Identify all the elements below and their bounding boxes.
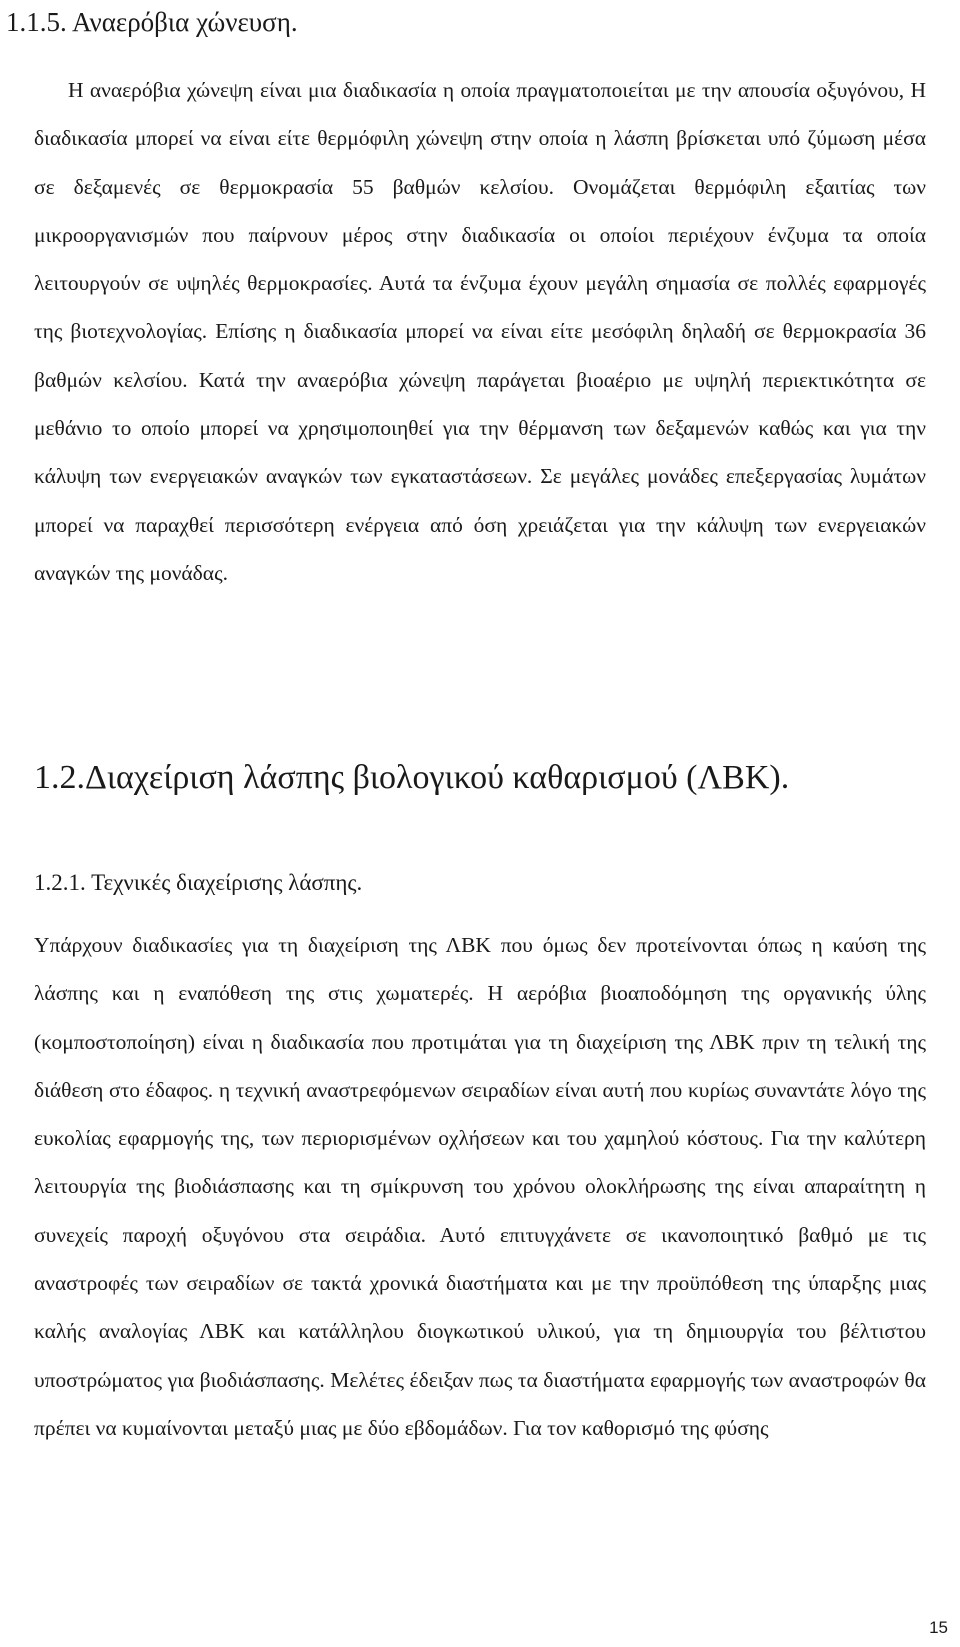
paragraph-sludge-management: Υπάρχουν διαδικασίες για τη διαχείριση της ΛΒΚ που όμως δεν προτείνονται όπως η καύση της λάσπης και η εναπόθεση της στις χωματερές. Η αερόβια βιοαποδόμηση της οργανικής ύλης (κομποστοποίηση) είναι η διαδικασία που προτιμάται για τη διαχείριση της ΛΒΚ πριν τη τελική της διάθεση στο έδαφος. η τεχνική αναστρεφόμενων σειραδίων είναι αυτή που κυρίως συναντάτε λόγο της ευκολίας εφαρμογής της, των περιορισμένων οχλήσεων και του χαμηλού κόστους. Για την καλύτερη λειτουργία της βιοδιάσπασης και τη σμίκρυνση του χρόνου ολοκλήρωσης της είναι απαραίτητη η συνεχείς παροχή οξυγόνου στα σειράδια. Αυτό επιτυγχάνετε σε ικανοποιητικό βαθμό με τις αναστροφές των σειραδίων σε τακτά χρονικά διαστήματα και με την προϋπόθεση της ύπαρξης μιας καλής αναλογίας ΛΒΚ και κατάλληλου διογκωτικού υλικού, για τη δημιουργία του βέλτιστου υποστρώματος για βιοδιάσπασης. Μελέτες έδειξαν πως τα διαστήματα εφαρμογής των αναστροφών θα πρέπει να κυμαίνονται μεταξύ μιας με δύο εβδομάδων. Για τον καθορισμό της φύσης [34,933,926,1440]
section-heading-1-1-5: 1.1.5. Αναερόβια χώνευση. [6,7,298,37]
section-heading-1-2: 1.2.Διαχείριση λάσπης βιολογικού καθαρισμού (ΛΒΚ). [34,759,790,796]
page-number: 15 [929,1618,948,1637]
paragraph-text: Η αναερόβια χώνεψη είναι μια διαδικασία η οποία πραγματοποιείται με την απουσία οξυγόνου, Η διαδικασία μπορεί να είναι είτε θερμόφιλη χώνεψη στην οποία η λάσπη βρίσκεται υπό ζύμωση μέσα σε δεξαμενές σε θερμοκρασία 55 βαθμών κελσίου. Ονομάζεται θερμόφιλη εξαιτίας των μικροοργανισμών που παίρνουν μέρος στην διαδικασία οι οποίοι περιέχουν ένζυμα τα οποία λειτουργούν σε υψηλές θερμοκρασίες. Αυτά τα ένζυμα έχουν μεγάλη σημασία σε πολλές εφαρμογές της βιοτεχνολογίας. Επίσης η διαδικασία μπορεί να είναι είτε μεσόφιλη δηλαδή σε θερμοκρασία 36 βαθμών κελσίου. Κατά την αναερόβια χώνεψη παράγεται βιοαέριο με υψηλή περιεκτικότητα σε μεθάνιο το οποίο μπορεί να χρησιμοποιηθεί για την θέρμανση των δεξαμενών καθώς και για την κάλυψη των ενεργειακών αναγκών των εγκαταστάσεων. Σε μεγάλες μονάδες επεξεργασίας λυμάτων μπορεί να παραχθεί περισσότερη ενέργεια από όση χρειάζεται για την κάλυψη των ενεργειακών αναγκών της μονάδας. [34,78,926,585]
section-heading-1-2-1: 1.2.1. Τεχνικές διαχείρισης λάσπης. [34,870,363,895]
paragraph-anaerobic-digestion [34,66,926,597]
